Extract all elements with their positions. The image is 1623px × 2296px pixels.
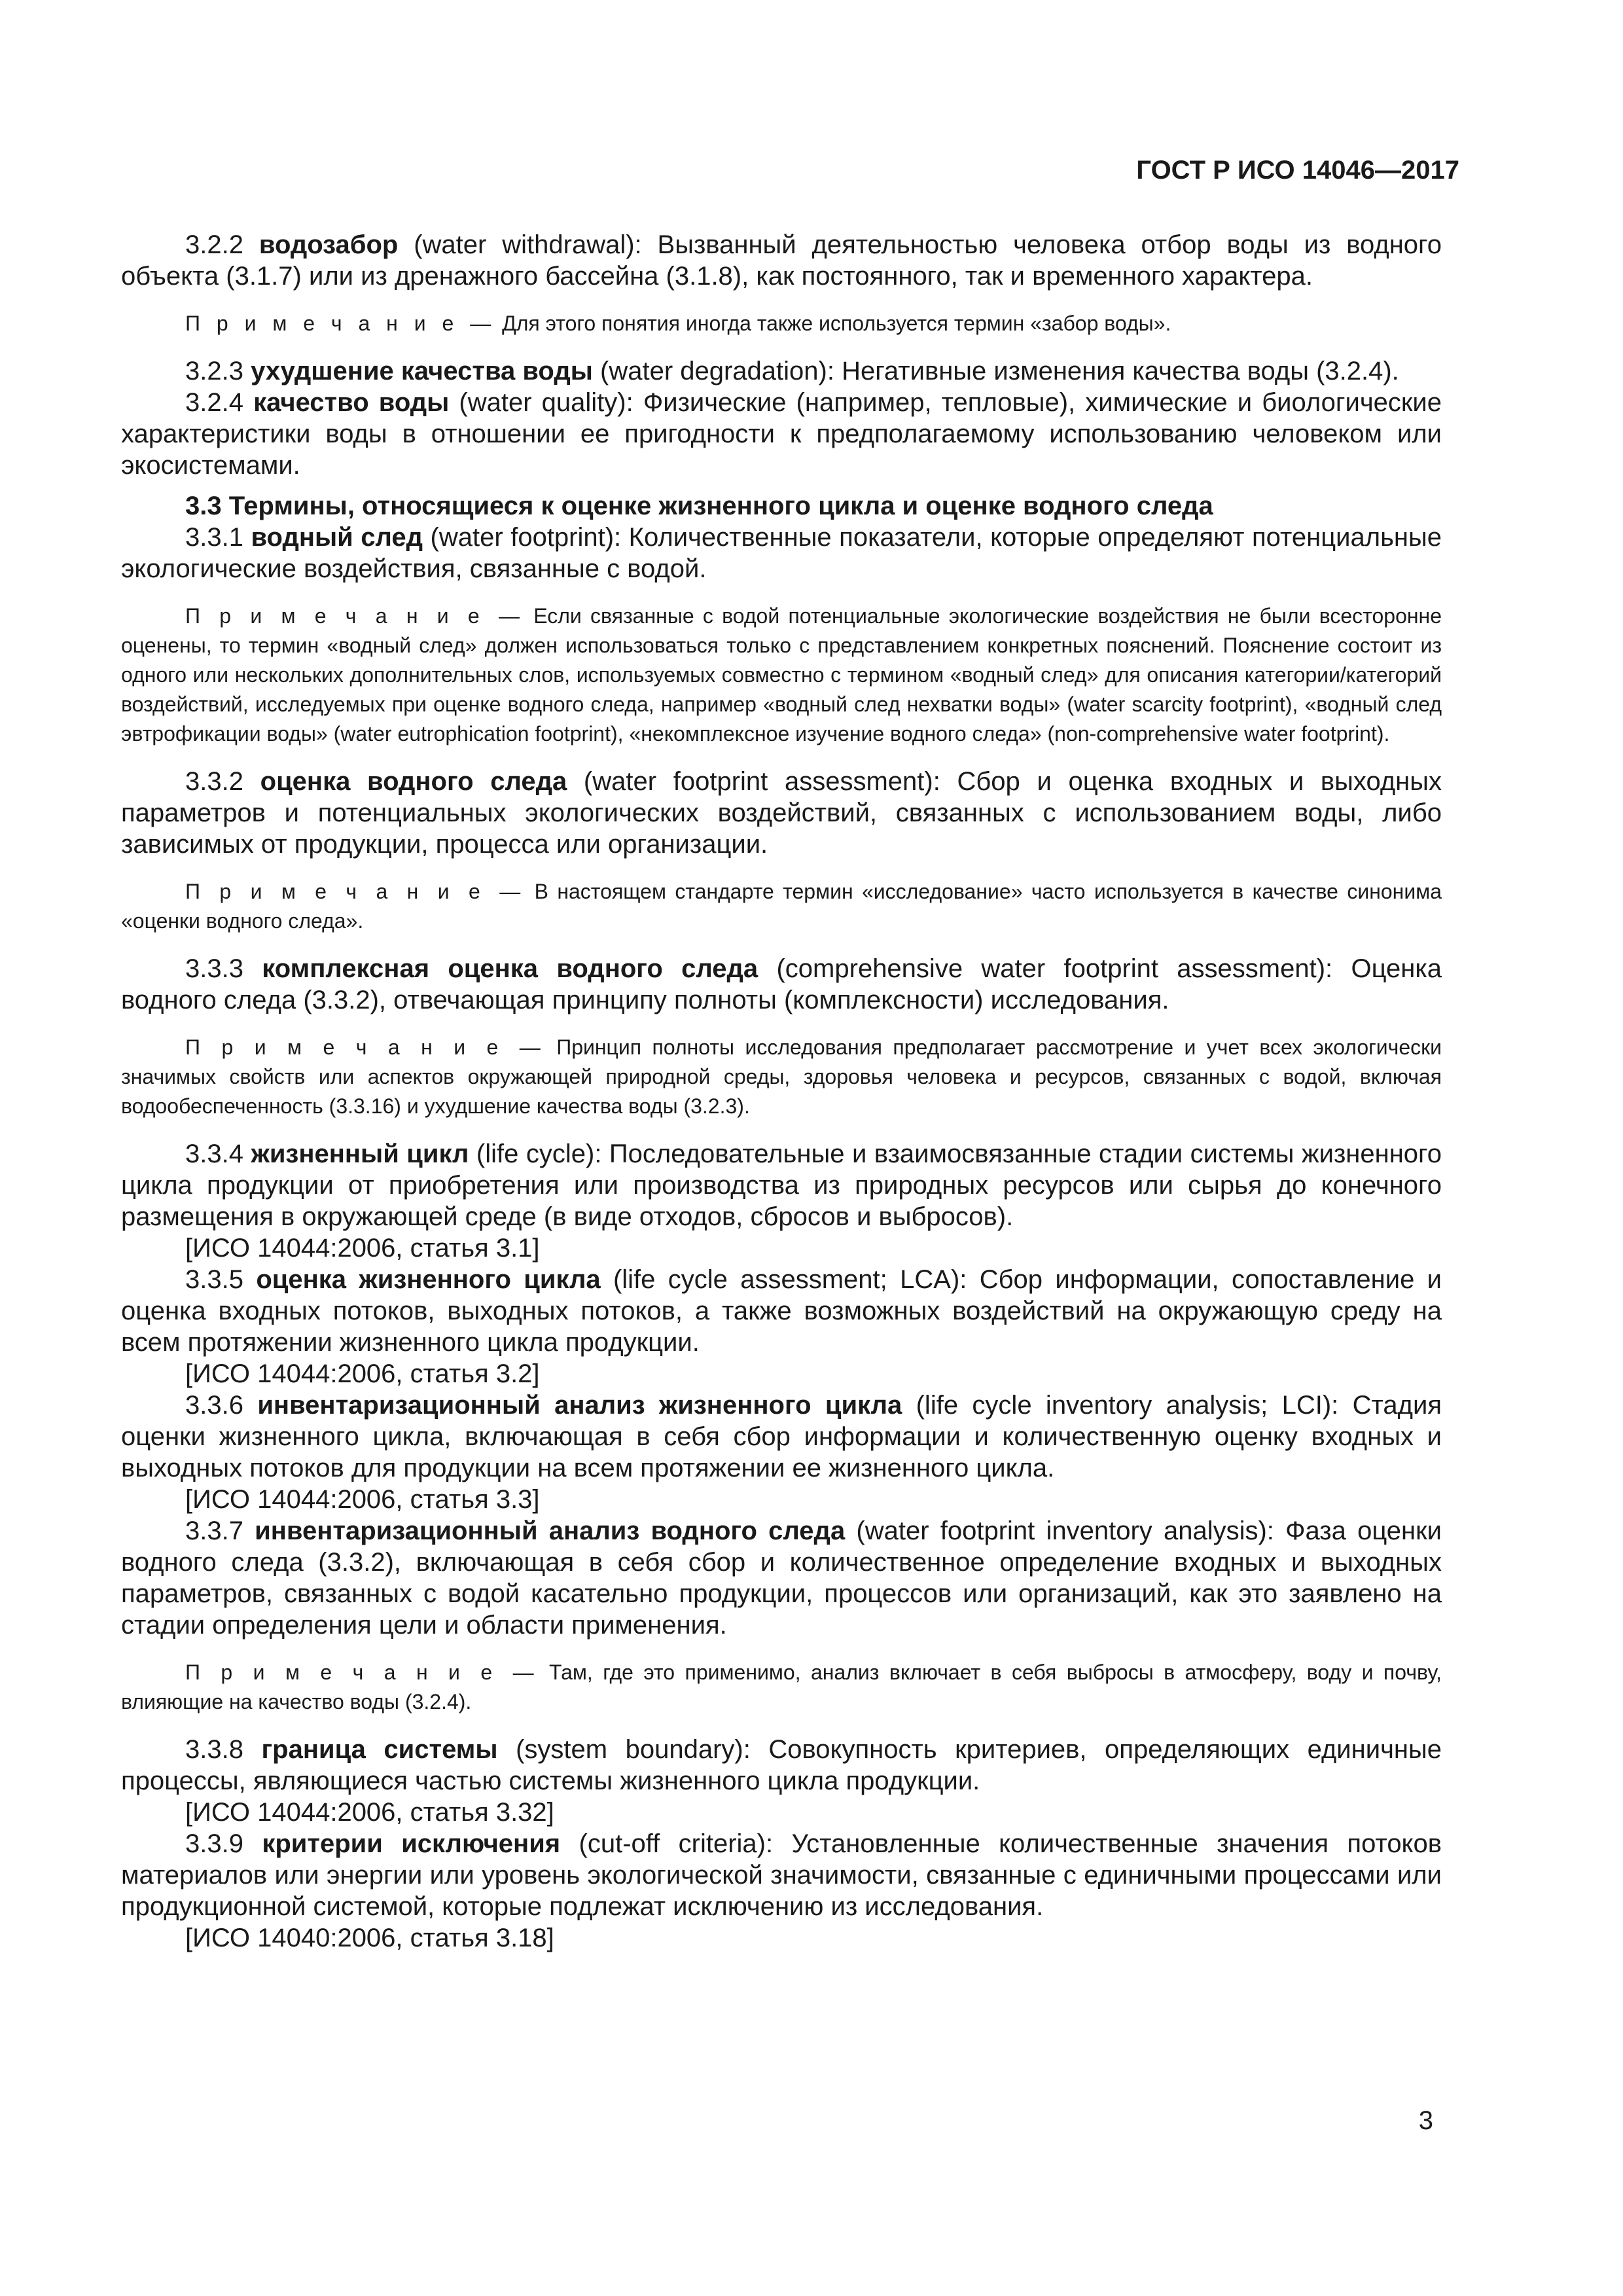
- note-prefix: П р и м е ч а н и е —: [185, 604, 525, 628]
- page-number: 3: [1418, 2106, 1433, 2135]
- entry-term: жизненный цикл: [251, 1139, 469, 1168]
- entry-text: (water degradation): Негативные изменения качества воды (3.2.4).: [592, 357, 1399, 386]
- entry-number: 3.3.6: [185, 1391, 243, 1420]
- note-text: Для этого понятия иногда также используется термин «забор воды».: [496, 312, 1171, 335]
- entry-number: 3.3.4: [185, 1139, 243, 1168]
- term-entry: [121, 522, 1442, 584]
- note-prefix: П р и м е ч а н и е —: [185, 1035, 546, 1059]
- note-text: Если связанные с водой потенциальные экологические воздействия не были всесторонне оценены, то термин «водный след» должен использоваться только с представлением конкретных пояснений. Пояснение состоит из одного или нескольких дополнительных слов, используемых совместно с термином «водный след» для описания категории/категорий воздействий, исследуемых при оценке водного следа, например «водный след нехватки воды» (water scarcity footprint), «водный след эвтрофикации воды» (water eutrophication footprint), «некомплексное изучение водного следа» (non-comprehensive water footprint).: [121, 604, 1442, 745]
- note: [121, 1658, 1442, 1717]
- note-text: Там, где это применимо, анализ включает в себя выбросы в атмосферу, воду и почву, влияющие на качество воды (3.2.4).: [121, 1660, 1442, 1713]
- entry-number: 3.3.1: [185, 523, 243, 552]
- entry-number: 3.2.4: [185, 388, 243, 417]
- entry-number: 3.3.8: [185, 1735, 243, 1764]
- entry-term: водозабор: [259, 230, 399, 259]
- entry-number: 3.3.5: [185, 1265, 243, 1294]
- entry-number: 3.2.3: [185, 357, 243, 386]
- entry-text: (life cycle assessment; LCA): Сбор информации, сопоставление и оценка входных потоков, выходных потоков, а также возможных воздействий на окружающую среду на всем протяжении жизненного цикла продукции.: [121, 1265, 1442, 1357]
- entry-number: 3.3.2: [185, 767, 243, 796]
- entry-text: (comprehensive water footprint assessment): Оценка водного следа (3.3.2), отвечающая принципу полноты (комплексности) исследования.: [121, 954, 1442, 1014]
- section-heading: 3.3 Термины, относящиеся к оценке жизненного цикла и оценке водного следа: [185, 492, 1213, 520]
- document-body: [121, 229, 1442, 1954]
- document-id-header: ГОСТ Р ИСО 14046—2017: [1136, 156, 1459, 185]
- term-entry: [121, 766, 1442, 860]
- entry-term: качество воды: [253, 388, 450, 417]
- entry-text: (water withdrawal): Вызванный деятельностью человека отбор воды из водного объекта (3.1.7) или из дренажного бассейна (3.1.8), как постоянного, так и временного характера.: [121, 230, 1442, 291]
- entry-term: комплексная оценка водного следа: [262, 954, 758, 983]
- entry-term: оценка водного следа: [260, 767, 567, 796]
- source-reference: [ИСО 14040:2006, статья 3.18]: [185, 1924, 554, 1952]
- term-entry: [121, 229, 1442, 292]
- entry-term: оценка жизненного цикла: [256, 1265, 601, 1294]
- note: [121, 601, 1442, 749]
- entry-number: 3.3.9: [185, 1829, 243, 1858]
- entry-text: (life cycle inventory analysis; LCI): Стадия оценки жизненного цикла, включающая в себя сбор информации и количественную оценку входных и выходных потоков для продукции на всем протяжении ее жизненного цикла.: [121, 1391, 1442, 1482]
- entry-text: (cut-off criteria): Установленные количественные значения потоков материалов или энергии или уровень экологической значимости, связанные с единичными процессами или продукционной системой, которые подлежат исключению из исследования.: [121, 1829, 1442, 1921]
- entry-term: ухудшение качества воды: [251, 357, 593, 386]
- term-entry: [121, 355, 1442, 387]
- entry-text: (life cycle): Последовательные и взаимосвязанные стадии системы жизненного цикла продукции от приобретения или производства из природных ресурсов или сырья до конечного размещения в окружающей среде (в виде отходов, сбросов и выбросов).: [121, 1139, 1442, 1231]
- entry-number: 3.3.3: [185, 954, 243, 983]
- entry-text: (water quality): Физические (например, тепловые), химические и биологические характеристики воды в отношении ее пригодности к предполагаемому использованию человеком или экосистемами.: [121, 388, 1442, 480]
- entry-text: (water footprint): Количественные показатели, которые определяют потенциальные экологические воздействия, связанные с водой.: [121, 523, 1442, 583]
- term-entry: [121, 1390, 1442, 1484]
- source-reference: [ИСО 14044:2006, статья 3.3]: [185, 1485, 540, 1514]
- entry-text: (system boundary): Совокупность критериев, определяющих единичные процессы, являющиеся частью системы жизненного цикла продукции.: [121, 1735, 1442, 1795]
- term-entry: [121, 1138, 1442, 1232]
- entry-number: 3.2.2: [185, 230, 243, 259]
- entry-term: инвентаризационный анализ жизненного цикла: [257, 1391, 902, 1420]
- term-entry: [121, 1264, 1442, 1358]
- note-text: В настоящем стандарте термин «исследование» часто используется в качестве синонима «оценки водного следа».: [121, 880, 1442, 933]
- note-text: Принцип полноты исследования предполагает рассмотрение и учет всех экологически значимых свойств или аспектов окружающей природной среды, здоровья человека и ресурсов, связанных с водой, включая водообеспеченность (3.3.16) и ухудшение качества воды (3.2.3).: [121, 1035, 1442, 1118]
- source-reference: [ИСО 14044:2006, статья 3.1]: [185, 1234, 540, 1263]
- note: [121, 309, 1442, 338]
- entry-term: граница системы: [261, 1735, 498, 1764]
- term-entry: [121, 953, 1442, 1016]
- note-prefix: П р и м е ч а н и е —: [185, 1660, 539, 1684]
- note: [121, 877, 1442, 936]
- entry-number: 3.3.7: [185, 1516, 243, 1545]
- note: [121, 1033, 1442, 1121]
- term-entry: [121, 1734, 1442, 1797]
- note-prefix: П р и м е ч а н и е —: [185, 312, 497, 335]
- term-entry: [121, 1515, 1442, 1641]
- entry-text: (water footprint assessment): Сбор и оценка входных и выходных параметров и потенциальных экологических воздействий, связанных с использованием воды, либо зависимых от продукции, процесса или организации.: [121, 767, 1442, 859]
- entry-text: (water footprint inventory analysis): Фаза оценки водного следа (3.3.2), включающая в себя сбор и количественное определение входных и выходных параметров, связанных с водой касательно продукции, процессов или организаций, как это заявлено на стадии определения цели и области применения.: [121, 1516, 1442, 1640]
- source-reference: [ИСО 14044:2006, статья 3.32]: [185, 1798, 554, 1827]
- term-entry: [121, 1828, 1442, 1922]
- entry-term: критерии исключения: [262, 1829, 561, 1858]
- term-entry: [121, 387, 1442, 481]
- entry-term: инвентаризационный анализ водного следа: [255, 1516, 846, 1545]
- source-reference: [ИСО 14044:2006, статья 3.2]: [185, 1359, 540, 1388]
- entry-term: водный след: [251, 523, 423, 552]
- note-prefix: П р и м е ч а н и е —: [185, 880, 526, 903]
